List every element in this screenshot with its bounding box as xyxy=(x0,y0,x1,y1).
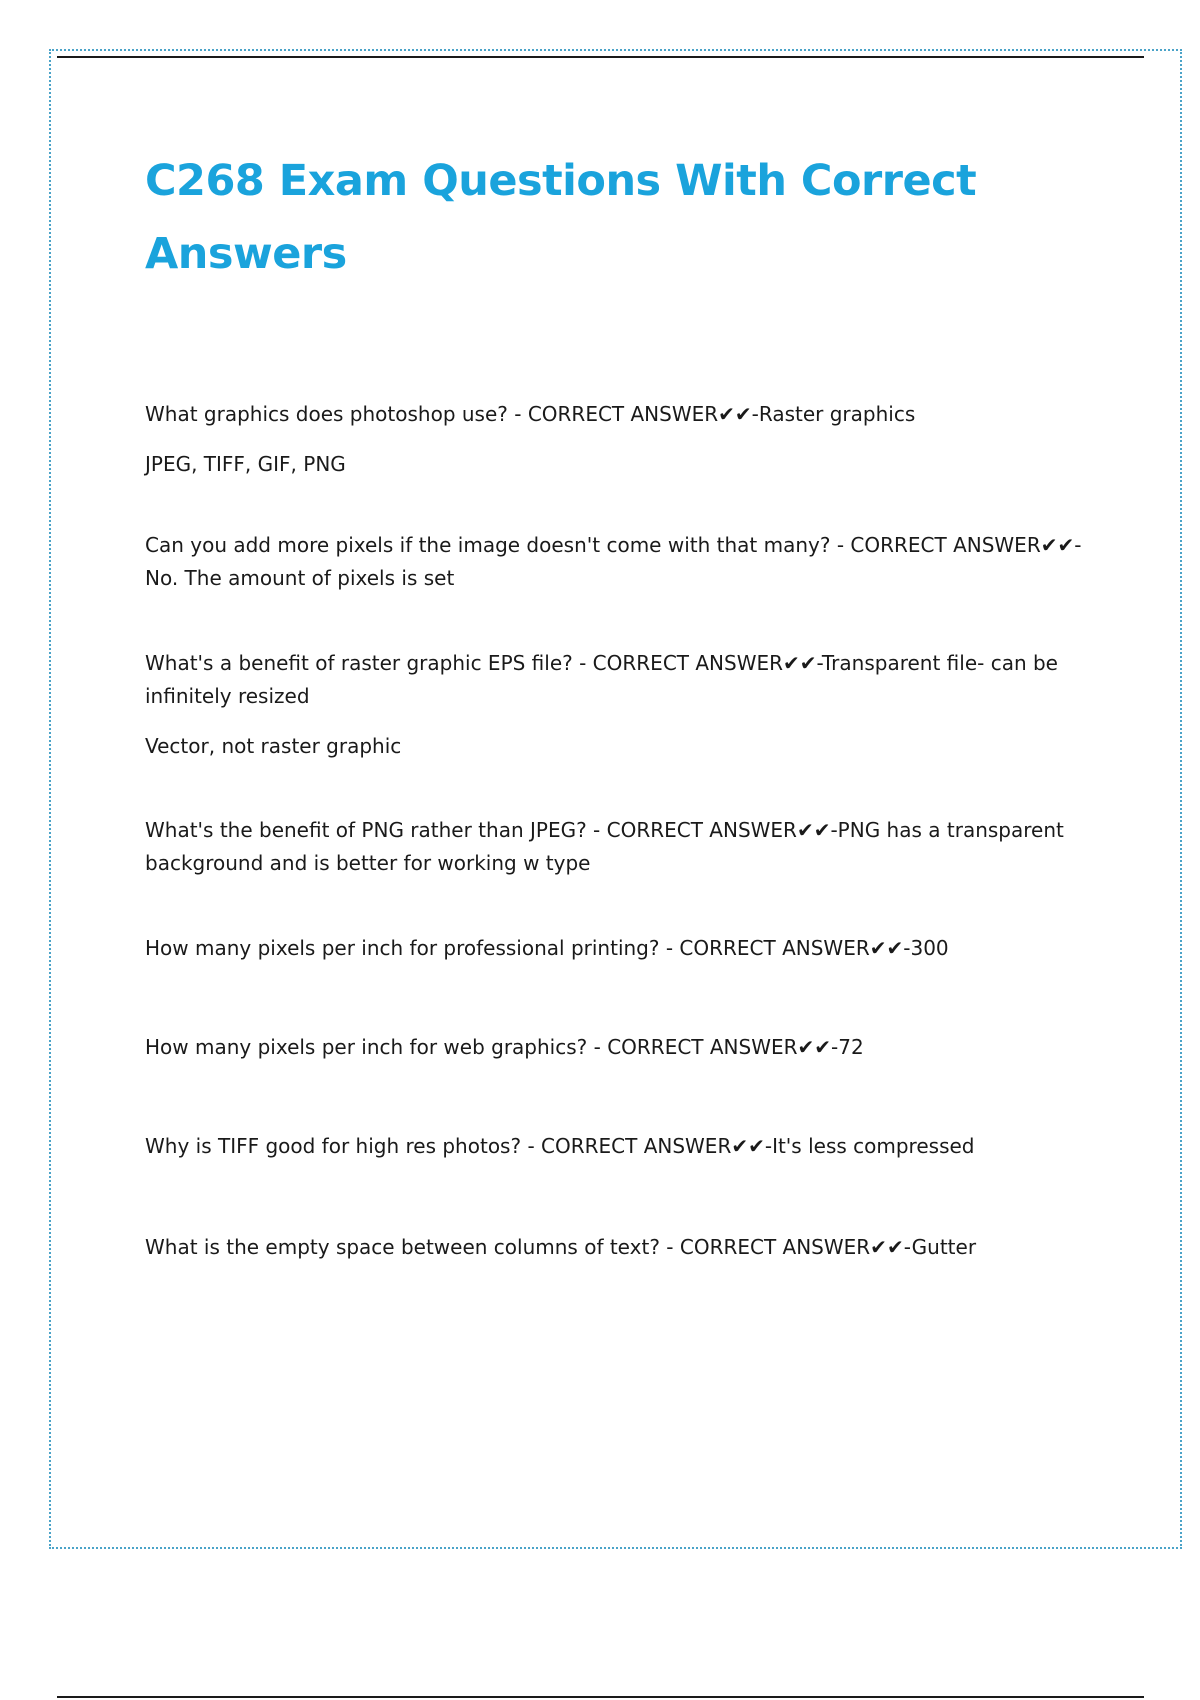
qa-text: What graphics does photoshop use? - CORRECT ANSWER✔✔-Raster graphics xyxy=(145,402,916,426)
document-title: C268 Exam Questions With Correct Answers xyxy=(145,156,977,279)
qa-item xyxy=(145,1130,1095,1163)
footer-rule xyxy=(57,1696,1144,1698)
qa-item xyxy=(145,398,1095,481)
qa-text: What's the benefit of PNG rather than JPEG? - CORRECT ANSWER✔✔-PNG has a transparent background and is better for working w type xyxy=(145,818,1064,875)
qa-text: What is the empty space between columns of text? - CORRECT ANSWER✔✔-Gutter xyxy=(145,1235,977,1259)
qa-item xyxy=(145,1231,1095,1264)
header-rule xyxy=(57,56,1144,58)
qa-text: How many pixels per inch for web graphics? - CORRECT ANSWER✔✔-72 xyxy=(145,1035,864,1059)
qa-item xyxy=(145,814,1095,880)
qa-list xyxy=(145,398,1095,1264)
qa-text: What's a benefit of raster graphic EPS file? - CORRECT ANSWER✔✔-Transparent file- can be infinitely resized xyxy=(145,651,1058,708)
qa-text: Why is TIFF good for high res photos? - CORRECT ANSWER✔✔-It's less compressed xyxy=(145,1134,975,1158)
qa-item xyxy=(145,529,1095,595)
qa-item xyxy=(145,932,1095,965)
qa-item xyxy=(145,1031,1095,1064)
qa-item xyxy=(145,647,1095,763)
qa-text: How many pixels per inch for professional printing? - CORRECT ANSWER✔✔-300 xyxy=(145,936,949,960)
qa-extra-text: Vector, not raster graphic xyxy=(145,734,402,758)
qa-text: Can you add more pixels if the image doesn't come with that many? - CORRECT ANSWER✔✔-No. The amount of pixels is set xyxy=(145,533,1082,590)
qa-extra-text: JPEG, TIFF, GIF, PNG xyxy=(145,452,346,476)
